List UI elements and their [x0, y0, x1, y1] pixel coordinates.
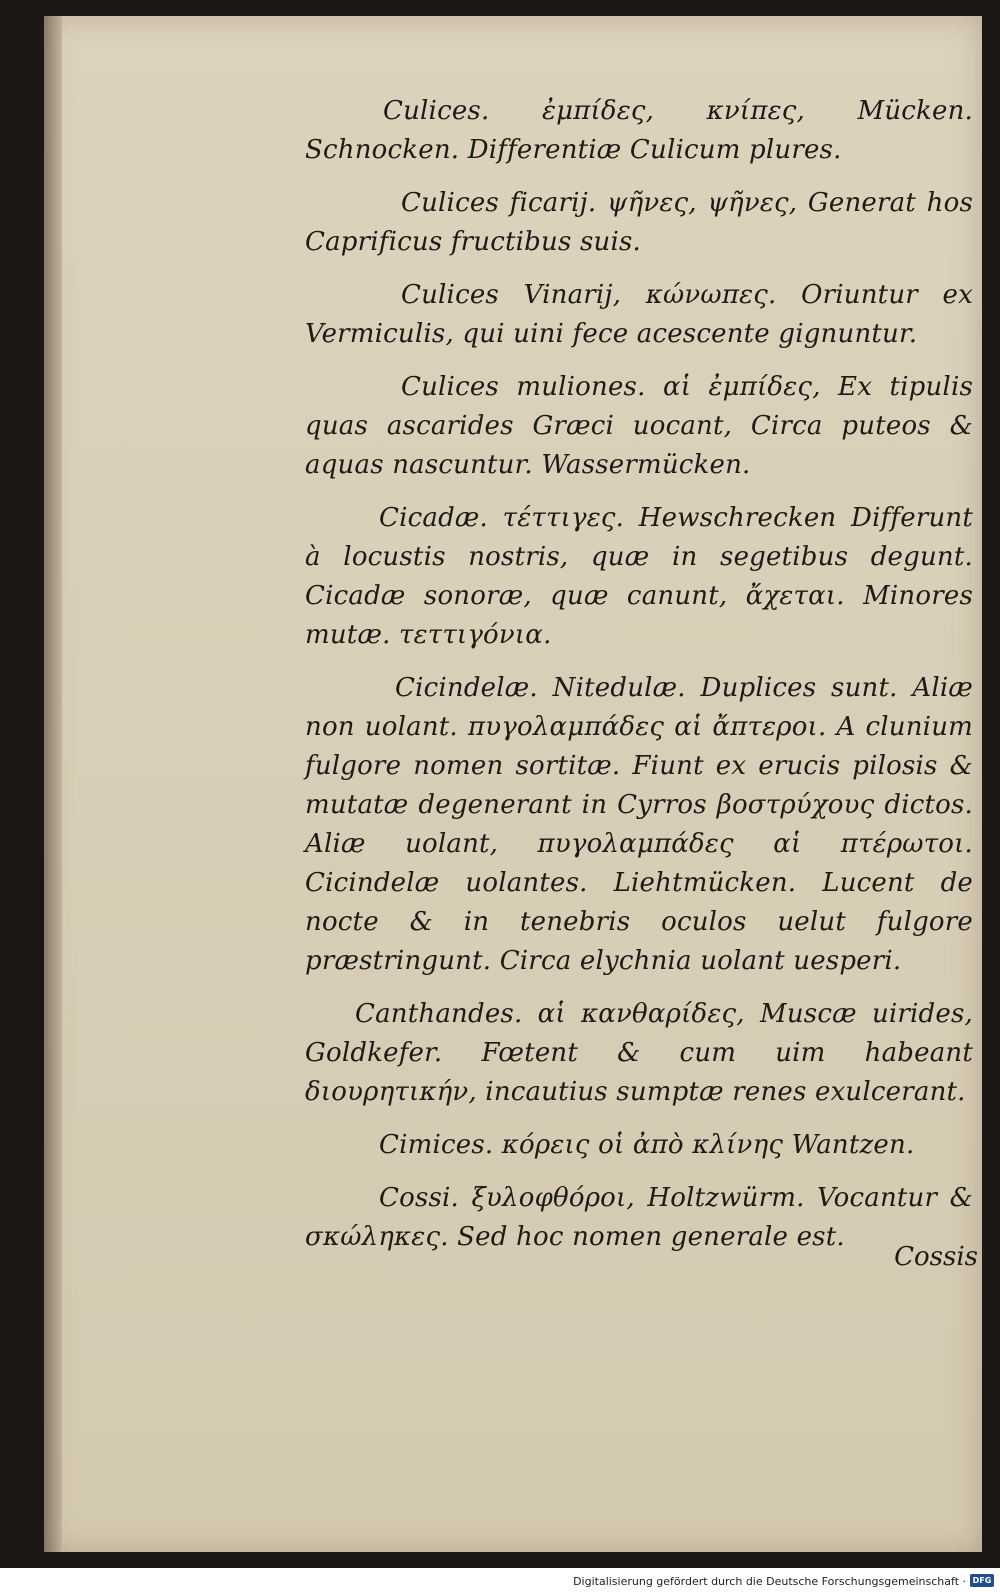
page-gutter-shadow: [44, 16, 62, 1552]
footer-credit: Digitalisierung gefördert durch die Deutsche Forschungsgemeinschaft ·: [573, 1575, 966, 1588]
paragraph-cimices: Cimices. κόρεις οἱ ἀπὸ κλίνης Wantzen.: [379, 1130, 915, 1160]
paragraph-culices-vinarij: Culices Vinarij, κώνωπες. Oriuntur ex Vermiculis, qui uini fece acescente gignuntur.: [305, 280, 973, 349]
paragraph-cicadae: Cicadæ. τέττιγες. Hewschrecken Differunt à locustis nostris, quæ in segetibus degunt. Cicadæ sonoræ, quæ canunt, ἄχεται. Minores mutæ. τεττιγόνια.: [305, 503, 973, 650]
paragraph-culices-ficarij: Culices ficarij. ψῆνες, ψῆνες, Generat hos Caprificus fructibus suis.: [305, 188, 973, 257]
paragraph-cossi: Cossi. ξυλοφθόροι, Holtzwürm. Vocantur & σκώληκες. Sed hoc nomen generale est.: [305, 1183, 973, 1252]
catchword: Cossis: [894, 1242, 978, 1272]
paragraph-culices: Culices. ἐμπίδες, κνίπες, Mücken. Schnocken. Differentiæ Culicum plures.: [305, 96, 973, 165]
text-block: [305, 92, 973, 1271]
paragraph-cantharides: Canthandes. αἱ κανθαρίδες, Muscæ uirides, Goldkefer. Fœtent & cum uim habeant διουρητικήν, incautius sumptæ renes exulcerant.: [305, 999, 973, 1107]
dfg-logo-icon: DFG: [970, 1574, 994, 1587]
paragraph-culices-muliones: Culices muliones. αἱ ἐμπίδες, Ex tipulis quas ascarides Græci uocant, Circa puteos & aquas nascuntur. Wassermücken.: [305, 372, 973, 480]
paragraph-cicindelae: Cicindelæ. Nitedulæ. Duplices sunt. Aliæ non uolant. πυγολαμπάδες αἱ ἄπτεροι. A clunium fulgore nomen sortitæ. Fiunt ex erucis pilosis & mutatæ degenerant in Cyrros βοστρύχους dictos. Aliæ uolant, πυγολαμπάδες αἱ πτέρωτοι. Cicindelæ uolantes. Liehtmücken. Lucent de nocte & in tenebris oculos uelut fulgore præstringunt. Circa elychnia uolant uesperi.: [305, 673, 973, 976]
